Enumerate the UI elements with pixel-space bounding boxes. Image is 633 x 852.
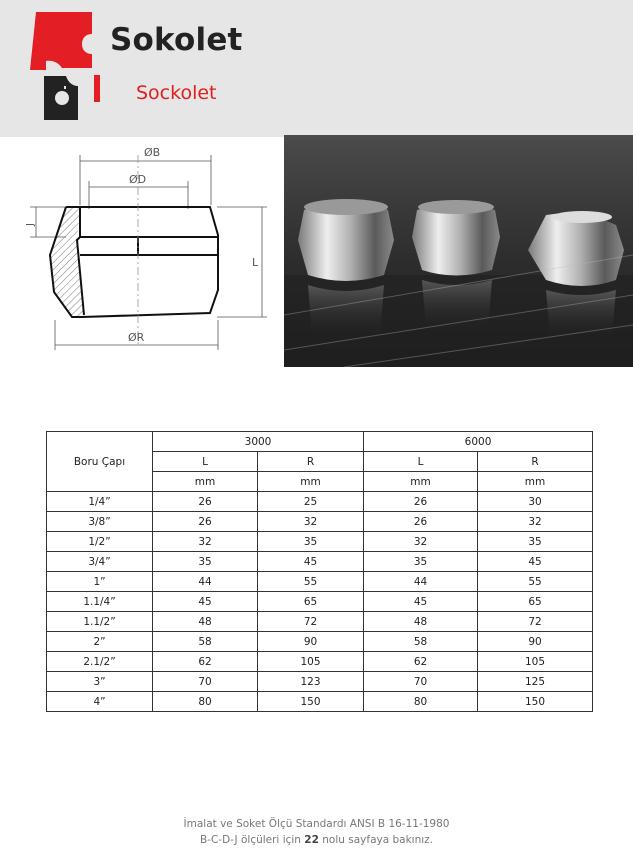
sub-header: L (364, 452, 478, 472)
technical-drawing (22, 145, 282, 360)
value-cell: 45 (258, 552, 364, 572)
pipe-size-cell: 2.1/2” (47, 652, 153, 672)
value-cell: 32 (153, 532, 258, 552)
sub-header: R (258, 452, 364, 472)
sub-header: L (153, 452, 258, 472)
table-row (47, 532, 593, 552)
value-cell: 26 (153, 512, 258, 532)
value-cell: 35 (478, 532, 593, 552)
footer-line-1: İmalat ve Soket Ölçü Standardı ANSI B 16-11-1980 (183, 818, 450, 830)
value-cell: 35 (153, 552, 258, 572)
pipe-size-cell: 1/4” (47, 492, 153, 512)
table-row (47, 672, 593, 692)
footer-line-2-post: nolu sayfaya bakınız. (318, 834, 434, 846)
table-row (47, 572, 593, 592)
row-header-cell: Boru Çapı (47, 432, 153, 492)
table-row (47, 552, 593, 572)
pipe-size-cell: 1.1/4” (47, 592, 153, 612)
group-header-6000: 6000 (364, 432, 593, 452)
value-cell: 72 (478, 612, 593, 632)
value-cell: 58 (364, 632, 478, 652)
value-cell: 48 (153, 612, 258, 632)
value-cell: 90 (478, 632, 593, 652)
page-title: Sokolet (110, 22, 243, 58)
value-cell: 70 (364, 672, 478, 692)
dimension-table (46, 431, 593, 712)
table-row (47, 692, 593, 712)
unit-cell: mm (364, 472, 478, 492)
value-cell: 30 (478, 492, 593, 512)
footer-page-number: 22 (304, 834, 319, 846)
pipe-size-cell: 3/8” (47, 512, 153, 532)
value-cell: 62 (364, 652, 478, 672)
value-cell: 65 (478, 592, 593, 612)
value-cell: 80 (153, 692, 258, 712)
footer-line-2-pre: B-C-D-J ölçüleri için (199, 834, 305, 846)
sokolet-logo-icon (30, 12, 100, 120)
table-row (47, 592, 593, 612)
value-cell: 35 (364, 552, 478, 572)
value-cell: 35 (258, 532, 364, 552)
pipe-size-cell: 1” (47, 572, 153, 592)
value-cell: 26 (364, 492, 478, 512)
table-row (47, 512, 593, 532)
value-cell: 150 (478, 692, 593, 712)
value-cell: 44 (153, 572, 258, 592)
value-cell: 26 (364, 512, 478, 532)
table-row (47, 632, 593, 652)
footer-line-2 (0, 834, 633, 846)
value-cell: 25 (258, 492, 364, 512)
unit-cell: mm (478, 472, 593, 492)
value-cell: 55 (478, 572, 593, 592)
table-row (47, 492, 593, 512)
value-cell: 105 (478, 652, 593, 672)
value-cell: 45 (153, 592, 258, 612)
value-cell: 26 (153, 492, 258, 512)
value-cell: 58 (153, 632, 258, 652)
value-cell: 32 (478, 512, 593, 532)
value-cell: 45 (478, 552, 593, 572)
table-row (47, 612, 593, 632)
pipe-size-cell: 1.1/2” (47, 612, 153, 632)
value-cell: 44 (364, 572, 478, 592)
group-header-3000: 3000 (153, 432, 364, 452)
value-cell: 45 (364, 592, 478, 612)
value-cell: 32 (258, 512, 364, 532)
label-or: ØR (128, 331, 145, 344)
value-cell: 48 (364, 612, 478, 632)
pipe-size-cell: 4” (47, 692, 153, 712)
label-l: L (252, 256, 259, 269)
page-subtitle: Sockolet (136, 82, 217, 104)
table-row (47, 652, 593, 672)
pipe-size-cell: 2” (47, 632, 153, 652)
value-cell: 90 (258, 632, 364, 652)
unit-cell: mm (153, 472, 258, 492)
pipe-size-cell: 3” (47, 672, 153, 692)
pipe-size-cell: 1/2” (47, 532, 153, 552)
header-band (0, 0, 633, 137)
sub-header: R (478, 452, 593, 472)
value-cell: 65 (258, 592, 364, 612)
value-cell: 32 (364, 532, 478, 552)
label-od: ØD (129, 173, 147, 186)
value-cell: 62 (153, 652, 258, 672)
value-cell: 55 (258, 572, 364, 592)
value-cell: 70 (153, 672, 258, 692)
value-cell: 105 (258, 652, 364, 672)
value-cell: 80 (364, 692, 478, 712)
value-cell: 125 (478, 672, 593, 692)
product-photo (284, 135, 633, 367)
label-ob: ØB (144, 146, 161, 159)
label-j: J (25, 223, 36, 226)
value-cell: 150 (258, 692, 364, 712)
value-cell: 123 (258, 672, 364, 692)
unit-cell: mm (258, 472, 364, 492)
value-cell: 72 (258, 612, 364, 632)
pipe-size-cell: 3/4” (47, 552, 153, 572)
